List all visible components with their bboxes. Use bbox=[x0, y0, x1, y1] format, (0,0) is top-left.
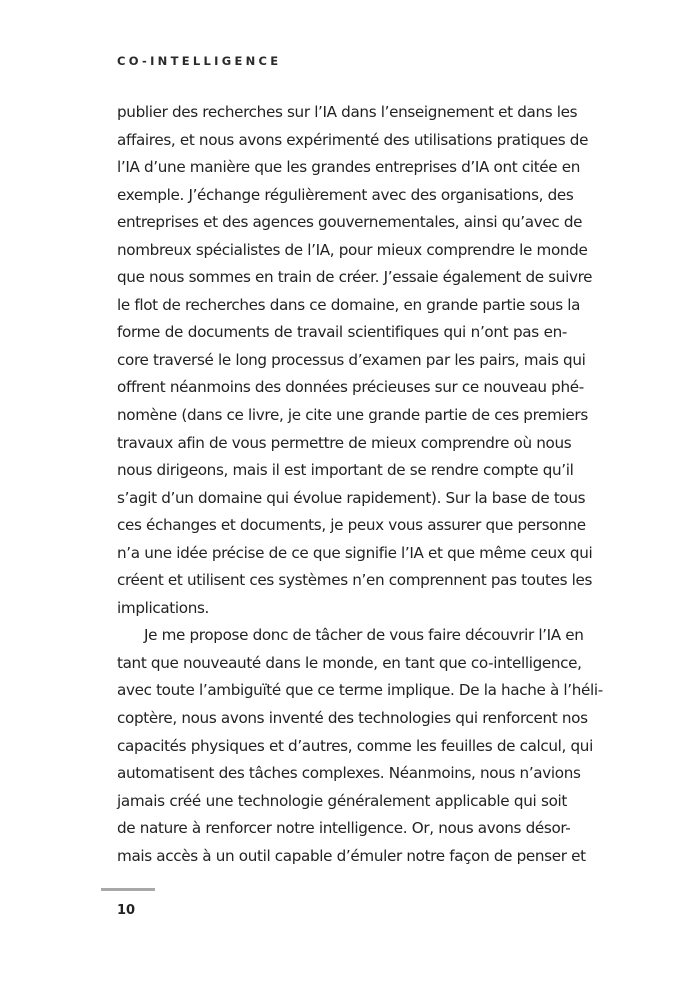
text-line: s’agit d’un domaine qui évolue rapidement). Sur la base de tous bbox=[117, 488, 586, 507]
text-line: l’IA d’une manière que les grandes entreprises d’IA ont citée en bbox=[117, 158, 581, 177]
text-line: avec toute l’ambiguïté que ce terme implique. De la hache à l’héli- bbox=[117, 681, 603, 700]
text-line: forme de documents de travail scientifiques qui n’ont pas en- bbox=[117, 323, 567, 342]
text-line: ces échanges et documents, je peux vous assurer que personne bbox=[117, 516, 586, 535]
footer-divider bbox=[101, 888, 155, 891]
text-line: n’a une idée précise de ce que signifie l’IA et que même ceux qui bbox=[117, 543, 593, 562]
text-line: capacités physiques et d’autres, comme les feuilles de calcul, qui bbox=[117, 736, 593, 755]
text-line: core traversé le long processus d’examen par les pairs, mais qui bbox=[117, 350, 586, 369]
text-line: créent et utilisent ces systèmes n’en comprennent pas toutes les bbox=[117, 571, 593, 590]
paragraph-2 bbox=[117, 622, 603, 870]
text-line: de nature à renforcer notre intelligence. Or, nous avons désor- bbox=[117, 819, 571, 838]
text-line: travaux afin de vous permettre de mieux comprendre où nous bbox=[117, 433, 572, 452]
text-line: mais accès à un outil capable d’émuler notre façon de penser et bbox=[117, 846, 586, 865]
page-number: 10 bbox=[117, 903, 136, 918]
text-line: le flot de recherches dans ce domaine, en grande partie sous la bbox=[117, 295, 581, 314]
text-line: exemple. J’échange régulièrement avec des organisations, des bbox=[117, 185, 574, 204]
text-line: tant que nouveauté dans le monde, en tant que co-intelligence, bbox=[117, 653, 582, 672]
paragraph-1 bbox=[117, 99, 593, 622]
text-line: que nous sommes en train de créer. J’essaie également de suivre bbox=[117, 268, 593, 287]
text-line: offrent néanmoins des données précieuses sur ce nouveau phé- bbox=[117, 378, 584, 397]
text-line: implications. bbox=[117, 598, 210, 617]
text-line: jamais créé une technologie généralement applicable qui soit bbox=[117, 791, 567, 810]
running-header-title: CO-INTELLIGENCE bbox=[117, 54, 282, 68]
text-line: nomène (dans ce livre, je cite une grande partie de ces premiers bbox=[117, 406, 588, 425]
body-text bbox=[117, 99, 603, 870]
text-line: publier des recherches sur l’IA dans l’enseignement et dans les bbox=[117, 103, 578, 121]
text-line: Je me propose donc de tâcher de vous faire découvrir l’IA en bbox=[144, 626, 584, 645]
text-line: nombreux spécialistes de l’IA, pour mieux comprendre le monde bbox=[117, 240, 588, 259]
text-line: automatisent des tâches complexes. Néanmoins, nous n’avions bbox=[117, 764, 581, 783]
text-line: coptère, nous avons inventé des technologies qui renforcent nos bbox=[117, 709, 588, 728]
text-line: affaires, et nous avons expérimenté des utilisations pratiques de bbox=[117, 130, 589, 149]
text-line: nous dirigeons, mais il est important de se rendre compte qu’il bbox=[117, 461, 574, 480]
text-line: entreprises et des agences gouvernementales, ainsi qu’avec de bbox=[117, 213, 583, 232]
